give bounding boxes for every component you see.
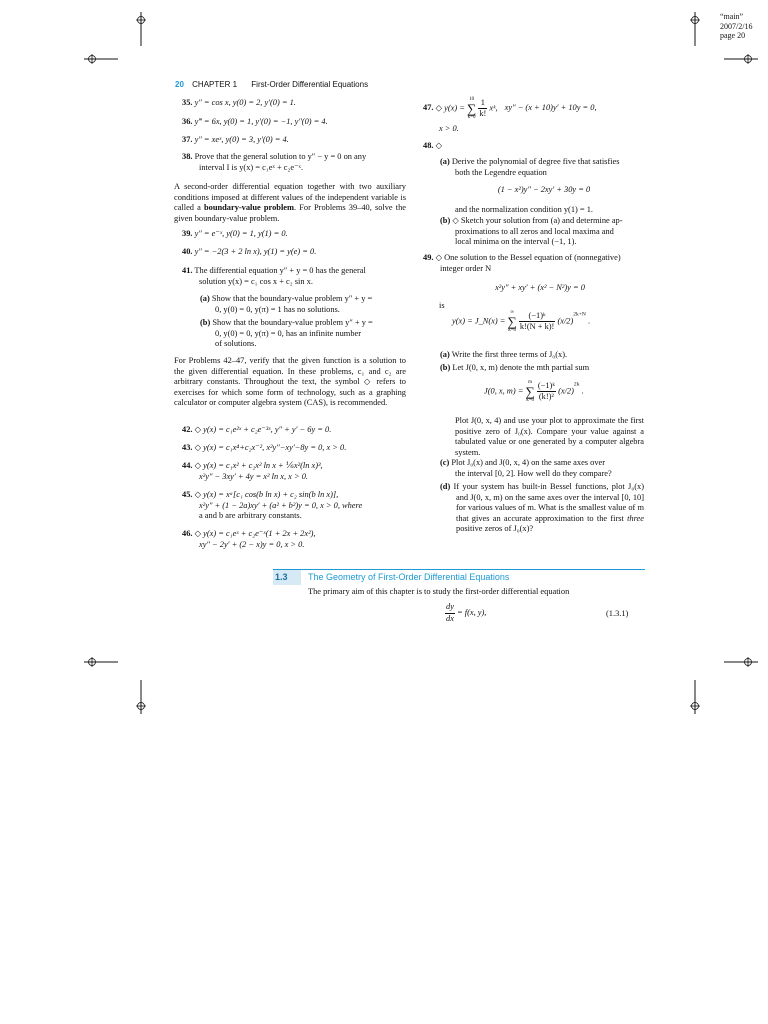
registration-mark-top-left	[132, 12, 150, 46]
sigma-icon: ∑	[466, 101, 477, 116]
problem-49-c	[440, 458, 612, 479]
partial-sum-equation: J(0, x, m) = m ∑ k=0 $\frac{\text{(−1)ᵏ}}{\text{(k!)²}}$ $(x/2)^{2k}$ .	[484, 380, 584, 403]
registration-mark-lower-right	[724, 655, 758, 669]
part-label: (c)	[440, 458, 450, 467]
problem-38	[182, 152, 366, 173]
derivative-fraction	[445, 602, 455, 624]
problem-37	[182, 135, 289, 146]
problem-number: 44.	[182, 461, 193, 470]
part-label: (a)	[440, 350, 450, 359]
paren-term: (x/2)	[558, 386, 574, 396]
denominator: k!(N + k)!	[519, 322, 555, 331]
section-number: 1.3	[275, 572, 288, 582]
registration-mark-bottom-right	[686, 680, 704, 714]
corner-line-2: 2007/2/16	[720, 21, 753, 31]
registration-mark-lower-left	[84, 655, 118, 669]
problem-number: 41.	[182, 266, 193, 275]
problem-number: 49.	[423, 253, 434, 262]
part-text: Let J(0, x, m) denote the mth partial sum	[452, 363, 590, 372]
part-text: Write the first three terms of J₀(x).	[451, 350, 568, 359]
equation-label: (1.3.1)	[606, 609, 629, 618]
legendre-equation	[440, 185, 648, 196]
problem-47	[423, 97, 597, 120]
problem-line-1: The differential equation y″ + y = 0 has the general	[194, 266, 366, 275]
registration-mark-bottom-left	[132, 680, 150, 714]
part-emphasis: three	[627, 513, 644, 523]
problem-line-3: a and b are arbitrary constants.	[199, 511, 302, 520]
sum-upper: ∞	[510, 310, 514, 315]
problem-47-line-2	[439, 124, 459, 135]
denominator: k!	[479, 109, 487, 118]
problem-number: 46.	[182, 529, 193, 538]
bessel-series-equation: y(x) = J_N(x) = ∞ ∑ k=0 $\frac{\text{(−1)ᵏ}}{k!(N + k)!}$ $(x/2)^{2k+N}$ .	[452, 310, 591, 333]
summation	[525, 380, 534, 403]
numerator: 1	[478, 98, 487, 110]
exponent: 2k	[573, 381, 580, 388]
sigma-icon: ∑	[525, 384, 535, 399]
problem-number: 45.	[182, 490, 193, 499]
header-chapter: CHAPTER 1	[192, 80, 238, 89]
header-chapter-title: First-Order Differential Equations	[251, 80, 369, 89]
problem-number: 40.	[182, 247, 193, 256]
sigma-icon: ∑	[507, 314, 517, 329]
problem-line-2: interval I is y(x) = c₁eˣ + c₂e⁻ˣ.	[199, 162, 304, 172]
bvp-after: . For Problems 39–40, solve the given boundary-value problem.	[174, 203, 406, 223]
equation-text: (1 − x²)y″ − 2xy′ + 30y = 0	[497, 185, 591, 194]
part-line-3: local minima on the interval (−1, 1).	[455, 237, 577, 246]
numerator: (−1)ᵏ	[519, 311, 556, 323]
problem-line-2: xy″ − 2y′ + (2 − x)y = 0, x > 0.	[199, 539, 305, 549]
problem-line-2: solution y(x) = c₁ cos x + c₂ sin x.	[199, 276, 313, 286]
equation-rhs: = f(x, y),	[457, 607, 487, 617]
part-label: (d)	[440, 482, 451, 491]
part-label: (a)	[200, 294, 210, 303]
sum-upper: m	[528, 380, 533, 385]
problem-36	[182, 117, 328, 128]
problem-text: x > 0.	[439, 124, 459, 133]
part-line-2: 0, y(0) = 0, y(π) = 0, has an infinite number	[215, 328, 362, 338]
numerator: (−1)ᵏ	[537, 381, 556, 393]
equation-text: x²y″ + xy′ + (x² − N²)y = 0	[495, 283, 585, 292]
problem-number: 35.	[182, 98, 193, 107]
problem-39	[182, 229, 288, 240]
section-rule	[273, 569, 645, 570]
normalization-text: and the normalization condition y(1) = 1.	[455, 205, 593, 214]
problem-48	[423, 141, 442, 152]
series-lhs: y(x) = J_N(x) =	[452, 316, 506, 326]
problem-number: 42.	[182, 425, 193, 434]
problem-48-b	[440, 216, 623, 248]
bvp-paragraph	[174, 182, 406, 224]
problem-line-1: ◇ y(x) = c₁eˣ + c₂e⁻ˣ(1 + 2x + 2x²),	[194, 529, 316, 538]
part-label: (b)	[200, 318, 211, 327]
problem-49-d	[440, 482, 644, 535]
fraction	[519, 311, 556, 333]
summation	[507, 310, 516, 333]
corner-line-1: “main”	[720, 12, 744, 21]
part-label: (b)	[440, 216, 451, 225]
problem-46	[182, 529, 316, 550]
part-text-after: positive zeros of J₀(x)?	[456, 524, 534, 533]
problem-line-1: ◇ One solution to the Bessel equation of (nonnegative)	[435, 253, 621, 262]
paren-term: (x/2)	[557, 316, 574, 326]
problem-49	[423, 253, 621, 274]
problem-line-2: x²y″ − 3xy′ + 4y = x² ln x, x > 0.	[199, 471, 308, 481]
problem-45	[182, 490, 362, 522]
verify-intro-paragraph: For Problems 42–47, verify that the given function is a solution to the given differential equation. In these problems, c₁ and c₂ are arbitrary constants. Throughout the text, the symbol ◇ refers to exercises for which some form of technology, such as a graphing calculator or computer algebra system (CAS), is recommended.	[174, 356, 406, 407]
problem-text: y″ = cos x, y(0) = 2, y′(0) = 1.	[194, 98, 296, 107]
part-line-1: Show that the boundary-value problem y″ + y =	[212, 318, 373, 327]
problem-42	[182, 425, 331, 436]
part-line-1: Show that the boundary-value problem y″ + y =	[211, 294, 373, 303]
part-line-2: proximations to all zeros and local maxima and	[455, 226, 614, 236]
part-line-2: both the Legendre equation	[455, 167, 547, 177]
problem-text: y‴ = 6x, y(0) = 1, y′(0) = −1, y″(0) = 4.	[194, 117, 328, 126]
problem-35	[182, 98, 296, 109]
plot-instructions: Plot J(0, x, 4) and use your plot to approximate the first positive zero of J₀(x). Compare your value against a tabulated value or one generated by a computer algebra system.	[455, 416, 644, 457]
problem-line-1: ◇ y(x) = xᵃ[c₁ cos(b ln x) + c₂ sin(b ln x)],	[194, 490, 339, 499]
problem-line-1: Prove that the general solution to y″ − y = 0 on any	[194, 152, 367, 161]
numerator: dy	[445, 602, 455, 614]
problem-number: 37.	[182, 135, 193, 144]
exponent: 2k+N	[573, 311, 586, 318]
problem-number: 38.	[182, 152, 193, 161]
problem-48-a	[440, 157, 620, 178]
problem-44	[182, 461, 323, 482]
problem-number: 48.	[423, 141, 434, 150]
is-text: is	[439, 301, 445, 310]
problem-number: 43.	[182, 443, 193, 452]
corner-line-3: page 20	[720, 31, 746, 41]
problem-number: 47.	[423, 103, 434, 113]
problem-line-2: integer order N	[440, 263, 492, 273]
part-line-1: Plot J₀(x) and J(0, x, 4) on the same axes over	[451, 458, 606, 467]
problem-number: 39.	[182, 229, 193, 238]
part-line-1: ◇ Sketch your solution from (a) and determine ap-	[452, 216, 623, 225]
running-header	[175, 80, 368, 90]
section-intro: The primary aim of this chapter is to study the first-order differential equation	[308, 587, 570, 596]
sum-upper: 10	[469, 97, 475, 102]
part-label: (b)	[440, 363, 451, 372]
part-label: (a)	[440, 157, 450, 166]
problem-49-a	[440, 350, 567, 361]
part-line-2: 0, y(0) = 0, y(π) = 1 has no solutions.	[215, 304, 340, 314]
problem-43	[182, 443, 346, 454]
summation	[467, 97, 476, 120]
problem-text: y″ = xeˣ, y(0) = 3, y′(0) = 4.	[194, 135, 289, 144]
part-line-3: of solutions.	[215, 339, 257, 348]
part-line-2: the interval [0, 2]. How well do they compare?	[455, 468, 612, 478]
bvp-term: boundary-value problem	[203, 203, 294, 212]
problem-line-1: ◇ y(x) = c₁x² + c₂x² ln x + ⅙x²(ln x)³,	[194, 461, 323, 470]
sum-lower: k=0	[526, 398, 535, 403]
problem-equation: xy″ − (x + 10)y′ + 10y = 0,	[504, 103, 597, 113]
bessel-equation	[440, 283, 640, 294]
section-equation	[445, 602, 486, 624]
problem-text: ◇ y(x) = c₁x⁴+c₂x⁻², x²y″−xy′−8y = 0, x > 0.	[194, 443, 347, 452]
problem-41	[182, 266, 366, 287]
denominator: dx	[446, 613, 454, 623]
header-page-number: 20	[175, 80, 184, 89]
registration-mark-upper-right	[724, 52, 758, 66]
part-text-before: If your system has built-in Bessel functions, plot J₀(x) and J(0, x, m) on the same axes over the interval [0, 10] for various values of m. What is the smallest value of m that gives an accurate approximation to the first	[453, 482, 644, 523]
problem-49-b	[440, 363, 589, 374]
problem-number: 36.	[182, 117, 193, 126]
fraction	[478, 98, 487, 120]
section-title: The Geometry of First-Order Differential Equations	[308, 572, 510, 582]
series-lhs: J(0, x, m) =	[484, 386, 524, 396]
problem-line-2: x²y″ + (1 − 2a)xy′ + (a² + b²)y = 0, x > 0, where	[199, 500, 363, 510]
sum-lower: k=0	[467, 115, 476, 120]
bvp-before: A second-order differential equation together with two auxiliary conditions imposed at different values of the independent variable is called a	[174, 182, 406, 212]
fraction	[537, 381, 556, 403]
corner-stamp	[720, 12, 752, 41]
registration-mark-top-right	[686, 12, 704, 46]
technology-mark: ◇	[435, 141, 443, 150]
problem-40	[182, 247, 316, 258]
problem-text: ◇ y(x) = c₁e²ˣ + c₂e⁻³ˣ, y″ + y′ − 6y = 0.	[194, 425, 332, 434]
problem-41-b	[200, 318, 373, 350]
problem-text: y″ = −2(3 + 2 ln x), y(1) = y(e) = 0.	[194, 247, 317, 256]
sum-lower: k=0	[508, 328, 517, 333]
problem-41-a	[200, 294, 372, 315]
problem-text: y″ = e⁻ˣ, y(0) = 1, y(1) = 0.	[194, 229, 288, 238]
problem-term: xᵏ,	[489, 103, 498, 113]
part-line-1: Derive the polynomial of degree five that satisfies	[451, 157, 620, 166]
registration-mark-upper-left	[84, 52, 118, 66]
denominator: (k!)²	[538, 392, 554, 401]
problem-lhs: ◇ y(x) =	[435, 103, 465, 113]
